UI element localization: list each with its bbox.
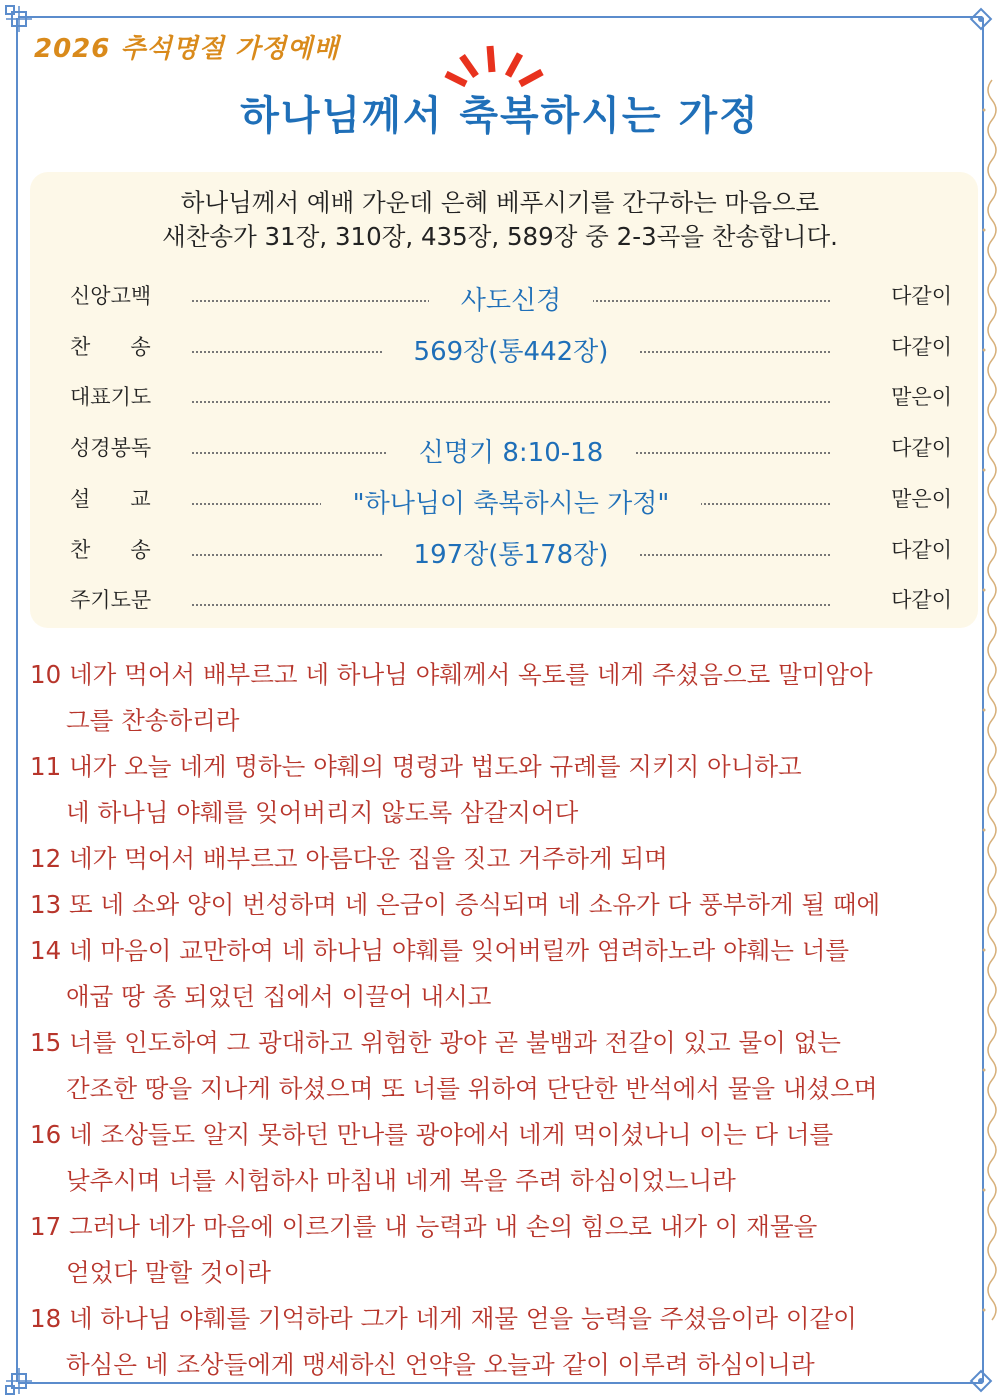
verse-line: 낮추시며 너를 시험하사 마침내 네게 복을 주려 하심이었느니라: [66, 1166, 736, 1195]
verse: [30, 1204, 980, 1296]
verse: [30, 836, 980, 882]
verse-line: 18 네 하나님 야훼를 기억하라 그가 네게 재물 얻을 능력을 주셨음이라 이같이: [30, 1304, 857, 1333]
order-content: 신명기 8:10-18: [387, 438, 635, 468]
dotted-leader: [192, 401, 830, 403]
order-row: [70, 327, 952, 367]
order-performer: 다같이: [891, 335, 952, 359]
order-content: 사도신경: [429, 286, 593, 316]
dotted-leader: [192, 604, 830, 606]
verse-line: 17 그러나 네가 마음에 이르기를 내 능력과 내 손의 힘으로 내가 이 재물을: [30, 1212, 818, 1241]
order-row: [70, 276, 952, 316]
verse: [30, 1112, 980, 1204]
verse-line: 네 하나님 야훼를 잊어버리지 않도록 삼갈지어다: [66, 798, 579, 827]
order-performer: 맡은이: [891, 487, 952, 511]
scripture-passage: [30, 652, 980, 1388]
verse: [30, 1296, 980, 1388]
order-row: [70, 479, 952, 519]
page-title: 하나님께서 축복하시는 가정: [240, 93, 760, 139]
verse-line: 간조한 땅을 지나게 하셨으며 또 너를 위하여 단단한 반석에서 물을 내셨으며: [66, 1074, 878, 1103]
verse: [30, 882, 980, 928]
verse-line: 15 너를 인도하여 그 광대하고 위험한 광야 곧 불뱀과 전갈이 있고 물이 없는: [30, 1028, 841, 1057]
order-performer: 맡은이: [891, 385, 952, 409]
order-performer: 다같이: [891, 538, 952, 562]
verse-line: 하심은 네 조상들에게 맹세하신 언약을 오늘과 같이 이루려 하심이니라: [66, 1350, 815, 1379]
order-label: 대표기도: [70, 385, 152, 409]
order-content: 197장(통178장): [382, 540, 641, 570]
intro-text: [0, 186, 1000, 254]
intro-line: 하나님께서 예배 가운데 은혜 베푸시기를 간구하는 마음으로: [180, 188, 820, 217]
frame-border-top: [18, 16, 982, 18]
service-subtitle: 2026 추석명절 가정예배: [34, 34, 340, 64]
verse-line: 12 네가 먹어서 배부르고 아름다운 집을 짓고 거주하게 되며: [30, 844, 668, 873]
verse: [30, 928, 980, 1020]
order-performer: 다같이: [891, 284, 952, 308]
order-content: "하나님이 축복하시는 가정": [321, 489, 702, 519]
verse-line: 애굽 땅 종 되었던 집에서 이끌어 내시고: [66, 982, 492, 1011]
verse-line: 14 네 마음이 교만하여 네 하나님 야훼를 잊어버릴까 염려하노라 야훼는 너를: [30, 936, 850, 965]
verse-line: 11 내가 오늘 네게 명하는 야훼의 명령과 법도와 규례를 지키지 아니하고: [30, 752, 802, 781]
order-content: 569장(통442장): [382, 337, 641, 367]
intro-line: 새찬송가 31장, 310장, 435장, 589장 중 2-3곡을 찬송합니다.: [162, 222, 838, 251]
corner-knot-icon: [966, 4, 996, 34]
verse-line: 16 네 조상들도 알지 못하던 만나를 광야에서 네게 먹이셨나니 이는 다 너를: [30, 1120, 834, 1149]
order-label: 주기도문: [70, 588, 152, 612]
order-performer: 다같이: [891, 436, 952, 460]
verse-line: 13 또 네 소와 양이 번성하며 네 은금이 증식되며 네 소유가 다 풍부하게 될 때에: [30, 890, 881, 919]
corner-knot-icon: [4, 4, 34, 34]
verse-line: 얻었다 말할 것이라: [66, 1258, 271, 1287]
verse: [30, 652, 980, 744]
order-label: 성경봉독: [70, 436, 152, 460]
verse-line: 10 네가 먹어서 배부르고 네 하나님 야훼께서 옥토를 네게 주셨음으로 말미암아: [30, 660, 873, 689]
order-row: [70, 580, 952, 620]
verse-line: 그를 찬송하리라: [66, 706, 240, 735]
verse: [30, 1020, 980, 1112]
order-row: [70, 530, 952, 570]
order-row: [70, 377, 952, 417]
order-label: 설 교: [70, 487, 151, 511]
order-row: [70, 428, 952, 468]
order-label: 신앙고백: [70, 284, 152, 308]
order-label: 찬 송: [70, 335, 151, 359]
order-label: 찬 송: [70, 538, 151, 562]
verse: [30, 744, 980, 836]
order-performer: 다같이: [891, 588, 952, 612]
